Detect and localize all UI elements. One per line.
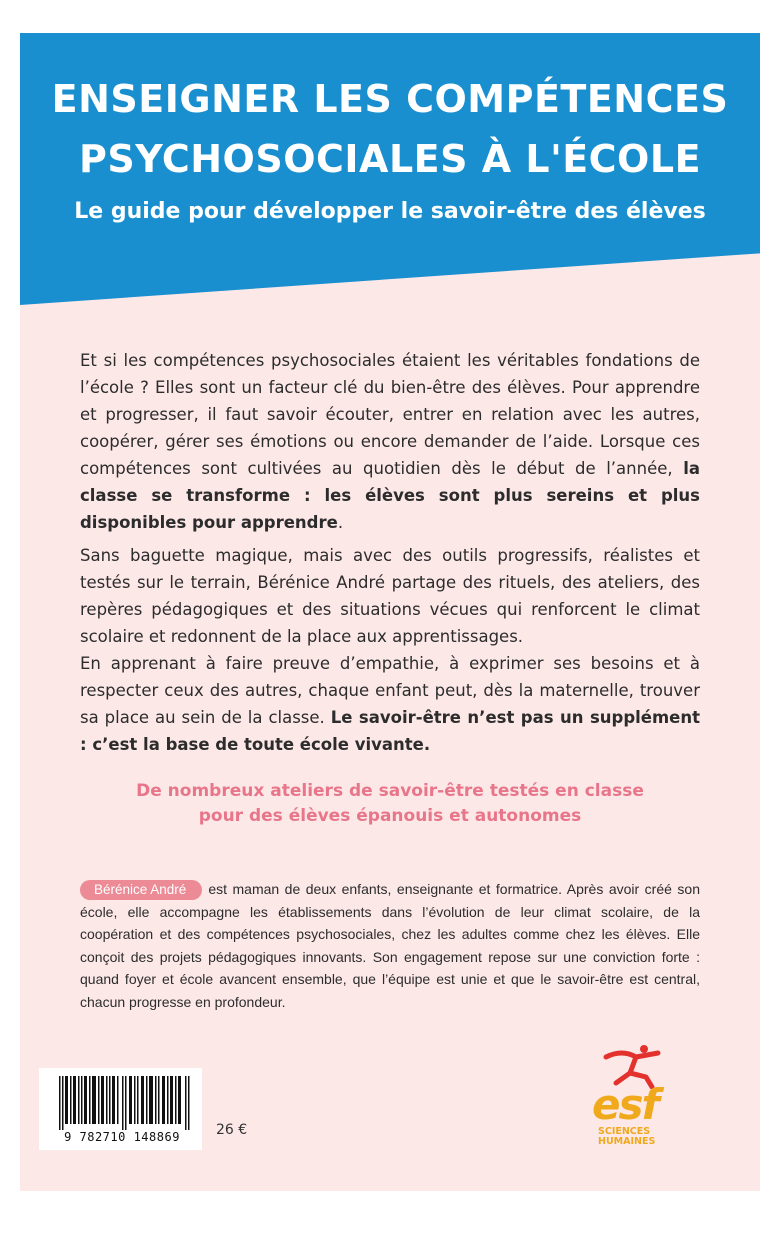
author-name-badge: Bérénice André — [80, 880, 202, 900]
highlight-line-2: pour des élèves épanouis et autonomes — [198, 806, 582, 826]
book-title-line-2: PSYCHOSOCIALES À L'ÉCOLE — [78, 137, 702, 181]
book-title-line-1: ENSEIGNER LES COMPÉTENCES — [51, 77, 729, 121]
isbn-number: 9 782710 148869 — [64, 1130, 180, 1144]
blurb-paragraph-2: Sans baguette magique, mais avec des outils progressifs, réalistes et testés sur le terrain, Bérénice André partage des rituels, des ateliers, des repères pédagogiques et des situations vécues qui renforcent le climat scolaire et redonnent de la place aux apprentissages. — [80, 546, 700, 646]
tagline-line-1: SCIENCES — [598, 1126, 651, 1137]
author-bio-text: est maman de deux enfants, enseignante et formatrice. Après avoir créé son école, elle accompagne les établissements dans l’évolution de leur climat scolaire, de la coopération et des compétences psychosociales, chez les adultes comme chez les élèves. Elle conçoit des projets pédagogiques innovants. Son engagement repose sur une conviction forte : quand foyer et école avancent ensemble, que l’équipe est unie et que le savoir-être est central, chacun progresse en profondeur. — [80, 881, 700, 1010]
barcode-bars — [59, 1076, 191, 1130]
book-subtitle: Le guide pour développer le savoir-être des élèves — [74, 199, 706, 224]
paragraph-3-text: En apprenant à faire preuve d’empathie, à exprimer ses besoins et à respecter ceux des autres, chaque enfant peut, dès la maternelle, trouver sa place au sein de la classe. — [80, 654, 700, 727]
blurb-paragraph-1 — [80, 347, 700, 536]
author-bio — [80, 878, 700, 1013]
paragraph-3-emphasis: Le savoir-être n’est pas un supplément : c’est la base de toute école vivante. — [80, 708, 700, 754]
price: 26 € — [216, 1122, 248, 1138]
back-cover — [20, 33, 760, 1191]
barcode — [39, 1068, 202, 1150]
tagline-line-2: HUMAINES — [598, 1136, 656, 1147]
publisher-logo — [590, 1043, 690, 1153]
paragraph-1-text: Et si les compétences psychosociales étaient les véritables fondations de l’école ? Elles sont un facteur clé du bien-être des élèves. Pour apprendre et progresser, il faut savoir écouter, entrer en relation avec les autres, coopérer, gérer ses émotions ou encore demander de l’aide. Lorsque ces compétences sont cultivées au quotidien dès le début de l’année, — [80, 351, 700, 478]
paragraph-1-end: . — [337, 513, 344, 532]
highlight-line-1: De nombreux ateliers de savoir-être testés en classe — [136, 781, 644, 801]
highlight-tagline — [20, 779, 760, 829]
blurb-paragraph-3 — [80, 650, 700, 758]
publisher-tagline — [598, 1127, 688, 1147]
paragraph-1-emphasis: la classe se transforme : les élèves sont plus sereins et plus disponibles pour apprendre — [80, 459, 700, 532]
publisher-name: esf — [592, 1080, 658, 1129]
